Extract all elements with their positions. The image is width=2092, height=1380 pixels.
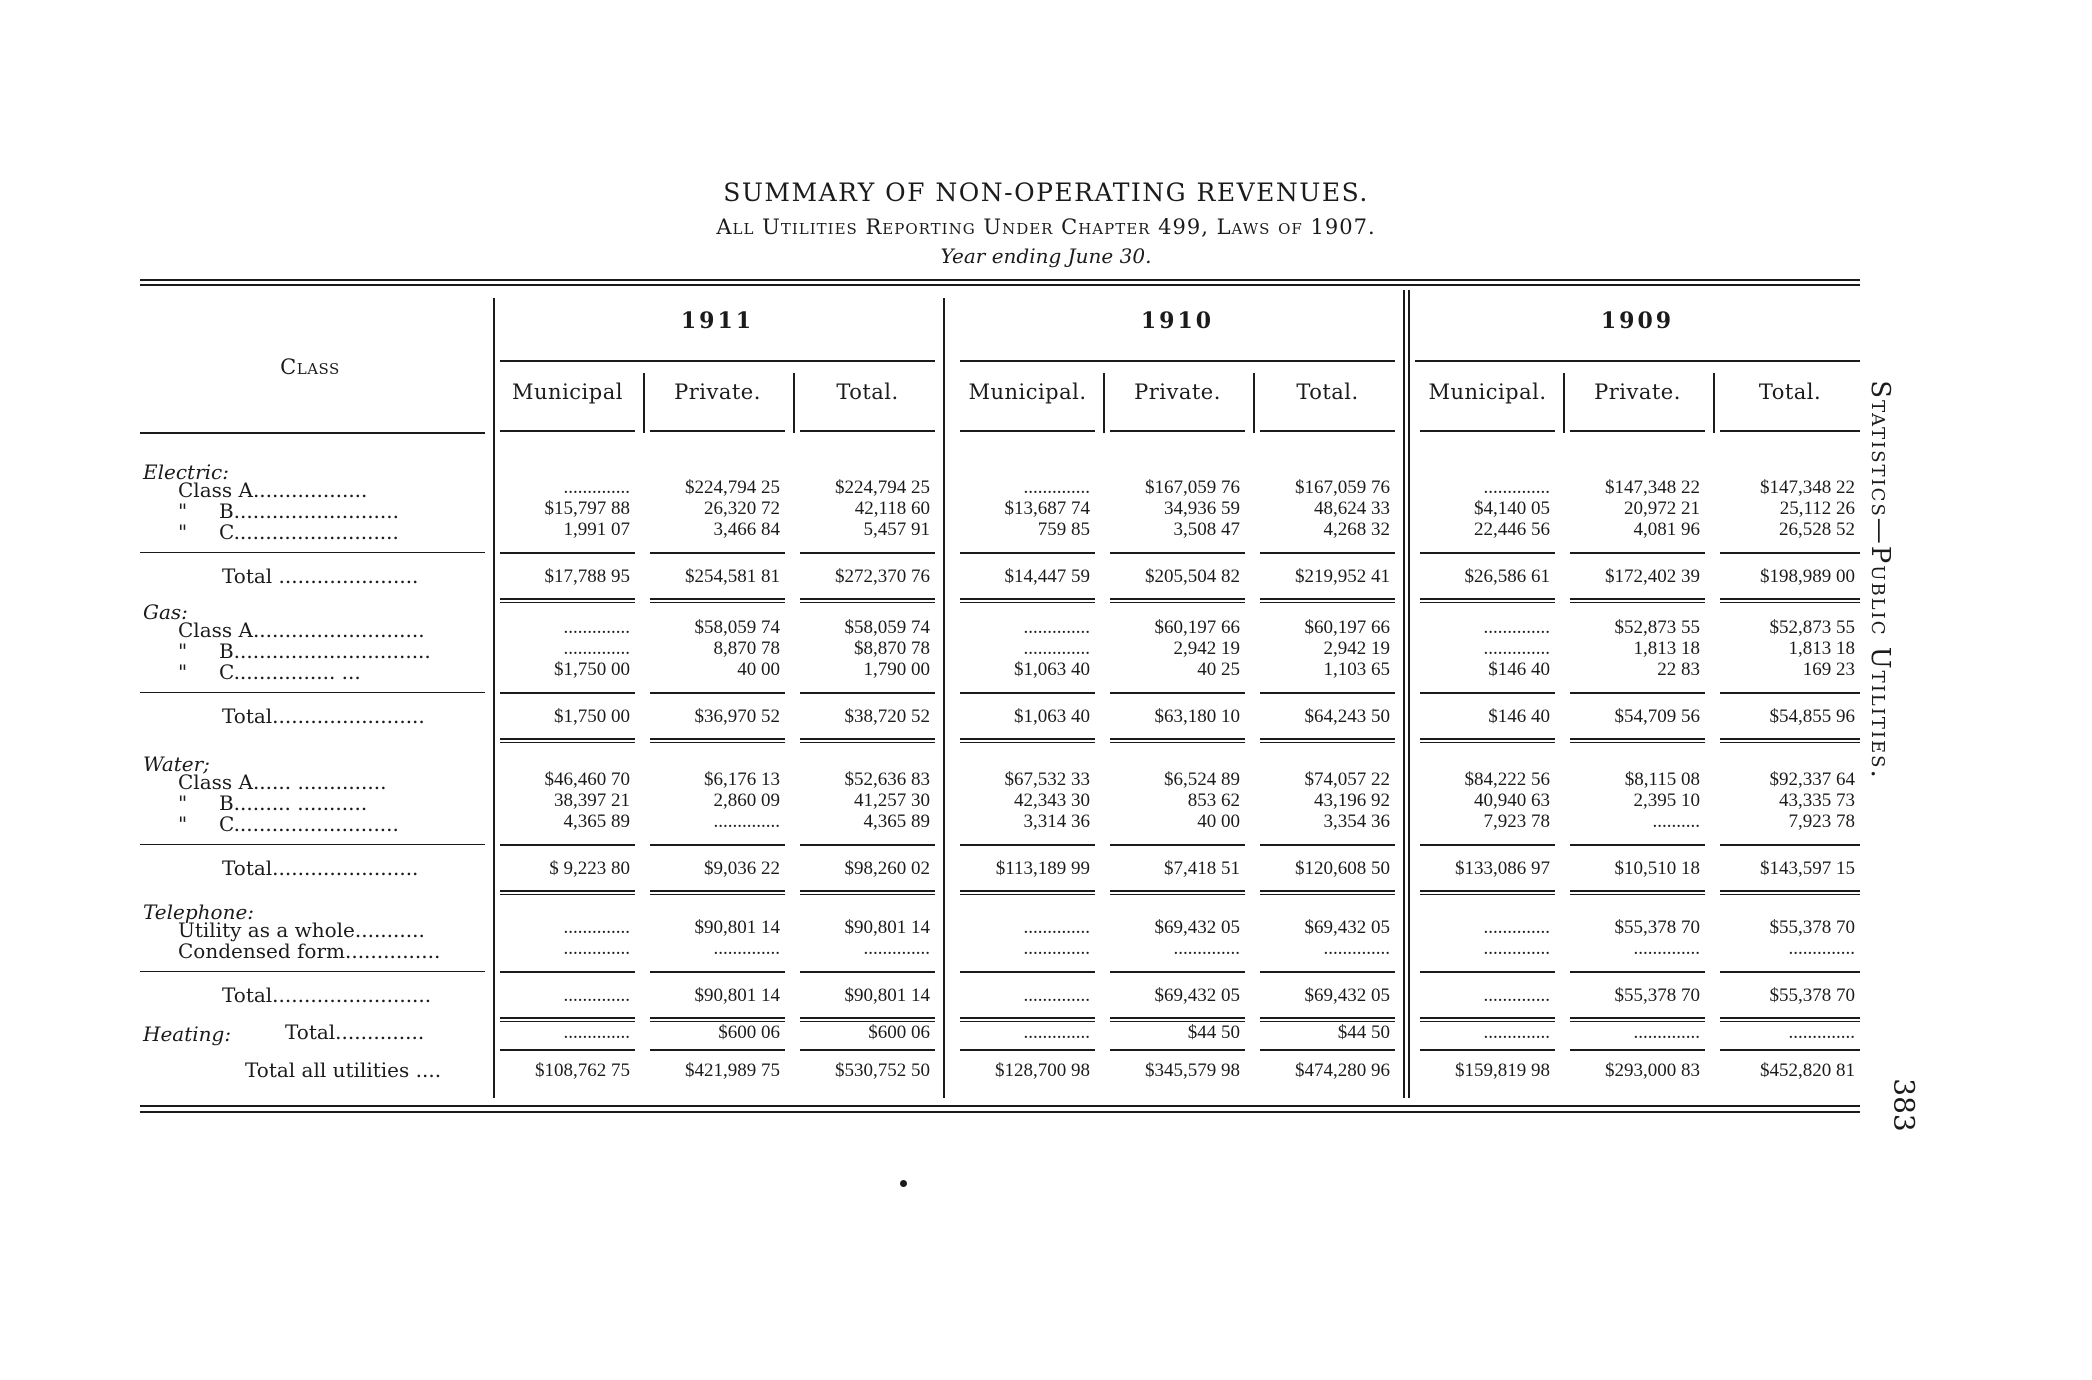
total-rule — [1570, 598, 1705, 600]
column-header: Total. — [836, 380, 899, 404]
data-cell: $52,873 55 1,813 18 169 23 — [1769, 617, 1855, 680]
col-header-sep — [1103, 373, 1105, 433]
grand-total-cell: $452,820 81 — [1760, 1060, 1855, 1081]
total-rule — [1720, 890, 1860, 892]
total-cell: $90,801 14 — [844, 985, 930, 1006]
heating-rule — [1110, 1049, 1245, 1051]
total-cell: $1,750 00 — [554, 706, 630, 727]
total-rule — [650, 890, 785, 892]
col-header-rule — [1420, 430, 1555, 432]
total-cell: $143,597 15 — [1760, 858, 1855, 879]
total-rule-b — [1260, 742, 1395, 743]
subtotal-rule — [800, 552, 935, 554]
data-cell: $90,801 14 .............. — [694, 917, 780, 959]
row-label: " B......... ........... — [178, 791, 368, 815]
total-rule — [1110, 598, 1245, 600]
heating-rule — [1720, 1049, 1860, 1051]
category-label: Telephone: — [143, 900, 255, 924]
category-label: Electric: — [143, 460, 229, 484]
total-cell: $38,720 52 — [844, 706, 930, 727]
data-cell: .............. .............. $1,750 00 — [554, 617, 630, 680]
grand-total-cell: $159,819 98 — [1455, 1060, 1550, 1081]
total-rule — [1720, 1017, 1860, 1019]
label-rule — [140, 552, 485, 553]
col-header-rule — [960, 430, 1095, 432]
grand-total-cell: $128,700 98 — [995, 1060, 1090, 1081]
data-cell: .............. .............. $146 40 — [1483, 617, 1550, 680]
page-number: 383 — [1887, 1078, 1921, 1132]
data-cell: $6,524 89 853 62 40 00 — [1164, 769, 1240, 832]
subtotal-rule — [1420, 844, 1555, 846]
row-label: Total.............. — [285, 1020, 425, 1044]
subtotal-rule — [500, 844, 635, 846]
subtotal-rule — [960, 971, 1095, 973]
subtotal-rule — [800, 971, 935, 973]
total-rule — [960, 738, 1095, 740]
total-rule-b — [960, 742, 1095, 743]
heating-rule — [1570, 1049, 1705, 1051]
data-cell: .............. — [1023, 1022, 1090, 1043]
subtotal-rule — [1110, 971, 1245, 973]
data-cell: .............. .............. — [1023, 917, 1090, 959]
total-rule — [960, 1017, 1095, 1019]
total-label: Total....................... — [222, 856, 419, 880]
data-cell: $147,348 22 20,972 21 4,081 96 — [1605, 477, 1700, 540]
total-rule — [1420, 890, 1555, 892]
total-rule-b — [1720, 742, 1860, 743]
col-header-rule — [1570, 430, 1705, 432]
row-label: " C................ ... — [178, 660, 361, 684]
data-cell: $58,059 74 8,870 78 40 00 — [694, 617, 780, 680]
grand-total-cell: $421,989 75 — [685, 1060, 780, 1081]
data-cell: .............. .............. $1,063 40 — [1014, 617, 1090, 680]
total-rule — [800, 598, 935, 600]
total-rule — [500, 890, 635, 892]
heating-rule — [500, 1049, 635, 1051]
total-rule-b — [500, 602, 635, 603]
total-cell: .............. — [1483, 985, 1550, 1006]
vline-1910 — [943, 298, 945, 1098]
total-cell: $172,402 39 — [1605, 566, 1700, 587]
data-cell: $8,115 08 2,395 10 .......... — [1624, 769, 1700, 832]
data-cell: $600 06 — [718, 1022, 780, 1043]
data-cell: .............. $15,797 88 1,991 07 — [544, 477, 630, 540]
column-header: Total. — [1296, 380, 1359, 404]
total-cell: $ 9,223 80 — [549, 858, 630, 879]
total-cell: $98,260 02 — [844, 858, 930, 879]
total-cell: $120,608 50 — [1295, 858, 1390, 879]
page-subtitle: All Utilities Reporting Under Chapter 499, Laws of 1907. — [716, 215, 1376, 239]
total-rule-b — [1570, 602, 1705, 603]
total-cell: $272,370 76 — [835, 566, 930, 587]
subtotal-rule — [960, 552, 1095, 554]
total-rule — [1420, 598, 1555, 600]
total-cell: $54,855 96 — [1769, 706, 1855, 727]
total-cell: $198,989 00 — [1760, 566, 1855, 587]
total-rule — [1720, 598, 1860, 600]
total-rule-b — [1110, 602, 1245, 603]
total-rule-b — [1260, 602, 1395, 603]
col-header-sep — [1713, 373, 1715, 433]
total-cell: $9,036 22 — [704, 858, 780, 879]
data-cell: $52,636 83 41,257 30 4,365 89 — [844, 769, 930, 832]
bottom-rule-2 — [140, 1111, 1860, 1113]
total-cell: $10,510 18 — [1614, 858, 1700, 879]
col-header-rule — [800, 430, 935, 432]
total-rule-b — [1420, 602, 1555, 603]
bottom-rule — [140, 1105, 1860, 1107]
subtotal-rule — [500, 692, 635, 694]
subtotal-rule — [800, 692, 935, 694]
data-cell: $74,057 22 43,196 92 3,354 36 — [1304, 769, 1390, 832]
category-label: Water; — [143, 752, 210, 776]
subtotal-rule — [500, 971, 635, 973]
total-cell: $133,086 97 — [1455, 858, 1550, 879]
total-rule-b — [1420, 894, 1555, 895]
data-cell: $60,197 66 2,942 19 40 25 — [1154, 617, 1240, 680]
total-cell: $7,418 51 — [1164, 858, 1240, 879]
total-rule-b — [1570, 742, 1705, 743]
col-header-rule — [1720, 430, 1860, 432]
grand-total-cell: $293,000 83 — [1605, 1060, 1700, 1081]
label-rule — [140, 692, 485, 693]
column-header: Municipal — [512, 380, 623, 404]
total-cell: .............. — [1023, 985, 1090, 1006]
total-rule — [650, 738, 785, 740]
year-rule — [500, 360, 935, 362]
data-cell: .............. $4,140 05 22,446 56 — [1474, 477, 1550, 540]
row-label: Utility as a whole........... — [178, 918, 425, 942]
row-label: Condensed form............... — [178, 939, 441, 963]
year-header: 1911 — [680, 308, 755, 334]
total-cell: $205,504 82 — [1145, 566, 1240, 587]
data-cell: $55,378 70 .............. — [1769, 917, 1855, 959]
col-header-sep — [1253, 373, 1255, 433]
page-subtitle-year: Year ending June 30. — [940, 244, 1152, 268]
col-header-rule — [1260, 430, 1395, 432]
heating-rule — [960, 1049, 1095, 1051]
total-cell: $69,432 05 — [1304, 985, 1390, 1006]
data-cell: $55,378 70 .............. — [1614, 917, 1700, 959]
heating-rule — [1420, 1049, 1555, 1051]
total-rule-b — [960, 894, 1095, 895]
total-rule — [960, 890, 1095, 892]
total-label: Total......................... — [222, 983, 432, 1007]
total-rule — [800, 1017, 935, 1019]
data-cell: $52,873 55 1,813 18 22 83 — [1614, 617, 1700, 680]
year-header: 1909 — [1600, 308, 1675, 334]
total-cell: $36,970 52 — [694, 706, 780, 727]
data-cell: .............. — [1633, 1022, 1700, 1043]
data-cell: $69,432 05 .............. — [1154, 917, 1240, 959]
total-rule — [1570, 1017, 1705, 1019]
data-cell: $69,432 05 .............. — [1304, 917, 1390, 959]
subtotal-rule — [1720, 692, 1860, 694]
subtotal-rule — [1720, 844, 1860, 846]
col-header-rule — [1110, 430, 1245, 432]
subtotal-rule — [1570, 971, 1705, 973]
total-cell: $17,788 95 — [544, 566, 630, 587]
column-header: Municipal. — [968, 380, 1087, 404]
total-rule — [1570, 890, 1705, 892]
row-label: " B.......................... — [178, 499, 399, 523]
subtotal-rule — [960, 844, 1095, 846]
vline-1909 — [1403, 290, 1405, 1098]
grand-total-cell: $108,762 75 — [535, 1060, 630, 1081]
subtotal-rule — [1420, 692, 1555, 694]
data-cell: $44 50 — [1337, 1022, 1390, 1043]
total-rule-b — [1570, 894, 1705, 895]
total-rule-b — [1420, 742, 1555, 743]
column-header: Municipal. — [1428, 380, 1547, 404]
data-cell: .............. — [1788, 1022, 1855, 1043]
total-cell: $90,801 14 — [694, 985, 780, 1006]
side-running-head: Statistics—Public Utilities. — [1865, 380, 1895, 780]
subtotal-rule — [650, 971, 785, 973]
heating-rule — [1260, 1049, 1395, 1051]
data-cell: $60,197 66 2,942 19 1,103 65 — [1304, 617, 1390, 680]
col-header-sep — [1563, 373, 1565, 433]
data-cell: $67,532 33 42,343 30 3,314 36 — [1004, 769, 1090, 832]
subtotal-rule — [1260, 844, 1395, 846]
data-cell: $92,337 64 43,335 73 7,923 78 — [1769, 769, 1855, 832]
subtotal-rule — [650, 844, 785, 846]
total-rule — [1420, 738, 1555, 740]
label-rule — [140, 971, 485, 972]
total-rule — [1420, 1017, 1555, 1019]
grand-total-cell: $474,280 96 — [1295, 1060, 1390, 1081]
grand-total-cell: $345,579 98 — [1145, 1060, 1240, 1081]
subtotal-rule — [1570, 844, 1705, 846]
total-rule-b — [650, 602, 785, 603]
category-label: Gas: — [143, 600, 188, 624]
top-rule — [140, 279, 1860, 281]
year-rule — [1415, 360, 1860, 362]
row-label: Class A........................... — [178, 618, 425, 642]
data-cell: $6,176 13 2,860 09 .............. — [704, 769, 780, 832]
total-rule-b — [1110, 742, 1245, 743]
total-rule — [1110, 1017, 1245, 1019]
col-header-rule — [650, 430, 785, 432]
year-header: 1910 — [1140, 308, 1215, 334]
total-rule — [1260, 890, 1395, 892]
total-rule-b — [800, 894, 935, 895]
subtotal-rule — [1720, 971, 1860, 973]
grand-total-cell: $530,752 50 — [835, 1060, 930, 1081]
class-header: Class — [280, 355, 340, 379]
data-cell: $84,222 56 40,940 63 7,923 78 — [1464, 769, 1550, 832]
year-rule — [960, 360, 1395, 362]
subtotal-rule — [800, 844, 935, 846]
total-cell: $55,378 70 — [1769, 985, 1855, 1006]
col-header-sep — [793, 373, 795, 433]
total-rule — [650, 598, 785, 600]
class-rule — [140, 432, 485, 434]
subtotal-rule — [500, 552, 635, 554]
subtotal-rule — [1110, 844, 1245, 846]
row-label: Class A...... .............. — [178, 770, 387, 794]
total-rule — [1110, 890, 1245, 892]
data-cell: .............. $13,687 74 759 85 — [1004, 477, 1090, 540]
total-label: Total ...................... — [222, 564, 419, 588]
subtotal-rule — [1570, 692, 1705, 694]
total-rule — [1110, 738, 1245, 740]
total-cell: $254,581 81 — [685, 566, 780, 587]
total-label: Total........................ — [222, 704, 425, 728]
data-cell: $58,059 74 $8,870 78 1,790 00 — [844, 617, 930, 680]
subtotal-rule — [1420, 971, 1555, 973]
col-header-rule — [500, 430, 635, 432]
data-cell: $600 06 — [868, 1022, 930, 1043]
data-cell: $147,348 22 25,112 26 26,528 52 — [1760, 477, 1855, 540]
subtotal-rule — [1260, 692, 1395, 694]
col-header-sep — [643, 373, 645, 433]
data-cell: $224,794 25 42,118 60 5,457 91 — [835, 477, 930, 540]
total-rule — [500, 598, 635, 600]
row-label: " C.......................... — [178, 520, 399, 544]
total-rule-b — [800, 602, 935, 603]
total-cell: $64,243 50 — [1304, 706, 1390, 727]
column-header: Private. — [1594, 380, 1681, 404]
total-rule-b — [1260, 894, 1395, 895]
top-rule-2 — [140, 284, 1860, 286]
total-rule — [960, 598, 1095, 600]
total-cell: $113,189 99 — [995, 858, 1090, 879]
total-rule-b — [1110, 894, 1245, 895]
page-title: SUMMARY OF NON-OPERATING REVENUES. — [723, 178, 1369, 207]
data-cell: .............. .............. — [1483, 917, 1550, 959]
total-rule — [800, 890, 935, 892]
total-cell: $63,180 10 — [1154, 706, 1240, 727]
row-label: " C.......................... — [178, 812, 399, 836]
total-rule-b — [650, 742, 785, 743]
total-rule — [1720, 738, 1860, 740]
data-cell: $167,059 76 48,624 33 4,268 32 — [1295, 477, 1390, 540]
total-cell: $69,432 05 — [1154, 985, 1240, 1006]
row-label: " B............................... — [178, 639, 431, 663]
subtotal-rule — [1110, 552, 1245, 554]
category-label: Heating: — [143, 1022, 232, 1046]
total-cell: $146 40 — [1488, 706, 1550, 727]
total-rule — [500, 1017, 635, 1019]
total-cell: $219,952 41 — [1295, 566, 1390, 587]
grand-total-label: Total all utilities .... — [245, 1058, 442, 1082]
data-cell: $44 50 — [1187, 1022, 1240, 1043]
total-cell: $1,063 40 — [1014, 706, 1090, 727]
total-rule-b — [1720, 894, 1860, 895]
total-rule-b — [500, 742, 635, 743]
vline-1909b — [1408, 290, 1410, 1098]
subtotal-rule — [1570, 552, 1705, 554]
subtotal-rule — [1420, 552, 1555, 554]
total-cell: .............. — [563, 985, 630, 1006]
heating-rule — [650, 1049, 785, 1051]
total-rule-b — [1720, 602, 1860, 603]
total-cell: $54,709 56 — [1614, 706, 1700, 727]
total-cell: $26,586 61 — [1464, 566, 1550, 587]
total-rule — [1260, 598, 1395, 600]
subtotal-rule — [650, 552, 785, 554]
column-header: Private. — [1134, 380, 1221, 404]
data-cell: .............. — [1483, 1022, 1550, 1043]
total-cell: $14,447 59 — [1004, 566, 1090, 587]
total-rule — [650, 1017, 785, 1019]
subtotal-rule — [1110, 692, 1245, 694]
total-rule-b — [650, 894, 785, 895]
total-rule-b — [800, 742, 935, 743]
heating-rule — [800, 1049, 935, 1051]
column-header: Total. — [1758, 380, 1822, 404]
total-rule-b — [500, 894, 635, 895]
subtotal-rule — [960, 692, 1095, 694]
data-cell: .............. .............. — [563, 917, 630, 959]
total-rule — [1570, 738, 1705, 740]
column-header: Private. — [674, 380, 761, 404]
total-cell: $55,378 70 — [1614, 985, 1700, 1006]
subtotal-rule — [650, 692, 785, 694]
subtotal-rule — [1260, 971, 1395, 973]
row-label: Class A.................. — [178, 478, 368, 502]
data-cell: $90,801 14 .............. — [844, 917, 930, 959]
subtotal-rule — [1260, 552, 1395, 554]
data-cell: $224,794 25 26,320 72 3,466 84 — [685, 477, 780, 540]
total-rule — [1260, 1017, 1395, 1019]
total-rule — [800, 738, 935, 740]
data-cell: $46,460 70 38,397 21 4,365 89 — [544, 769, 630, 832]
total-rule — [500, 738, 635, 740]
label-rule — [140, 844, 485, 845]
vline-1911 — [493, 298, 495, 1098]
subtotal-rule — [1720, 552, 1860, 554]
total-rule-b — [960, 602, 1095, 603]
data-cell: .............. — [563, 1022, 630, 1043]
total-rule — [1260, 738, 1395, 740]
data-cell: $167,059 76 34,936 59 3,508 47 — [1145, 477, 1240, 540]
stray-dot — [900, 1180, 907, 1187]
